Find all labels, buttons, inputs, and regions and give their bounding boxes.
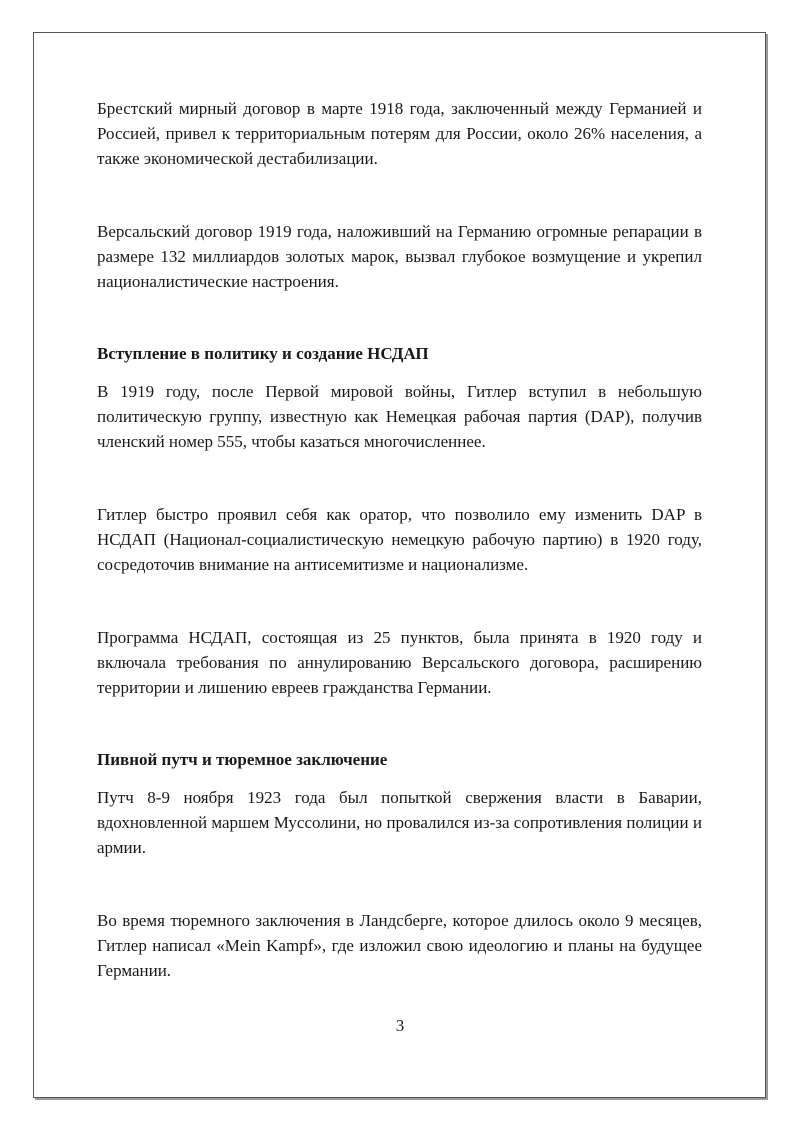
section-heading-politics: Вступление в политику и создание НСДАП: [97, 344, 429, 363]
paragraph-beer-hall-putsch: Путч 8-9 ноября 1923 года был попыткой свержения власти в Баварии, вдохновленной маршем Муссолини, но провалился из-за сопротивления полиции и армии.: [97, 788, 702, 857]
paragraph-nsdap-rename: Гитлер быстро проявил себя как оратор, что позволило ему изменить DAP в НСДАП (Национал-социалистическую немецкую рабочую партию) в 1920 году, сосредоточив внимание на антисемитизме и национализме.: [97, 505, 702, 574]
paragraph-versailles-treaty: Версальский договор 1919 года, наложивший на Германию огромные репарации в размере 132 миллиардов золотых марок, вызвал глубокое возмущение и укрепил националистические настроения.: [97, 222, 702, 291]
paragraph-brest-treaty: Брестский мирный договор в марте 1918 года, заключенный между Германией и Россией, привел к территориальным потерям для России, около 26% населения, а также экономической дестабилизации.: [97, 99, 702, 168]
paragraph-landsberg-prison: Во время тюремного заключения в Ландсберге, которое длилось около 9 месяцев, Гитлер написал «Mein Kampf», где изложил свою идеологию и планы на будущее Германии.: [97, 911, 702, 980]
page-number: 3: [395, 1016, 405, 1035]
paragraph-nsdap-program: Программа НСДАП, состоящая из 25 пунктов, была принята в 1920 году и включала требования по аннулированию Версальского договора, расширению территории и лишению евреев гражданства Германии.: [97, 628, 702, 697]
paragraph-joining-dap: В 1919 году, после Первой мировой войны, Гитлер вступил в небольшую политическую группу, известную как Немецкая рабочая партия (DAP), получив членский номер 555, чтобы казаться многочисленнее.: [97, 382, 702, 451]
page-content: [97, 96, 702, 983]
section-heading-putsch: Пивной путч и тюремное заключение: [97, 750, 388, 769]
